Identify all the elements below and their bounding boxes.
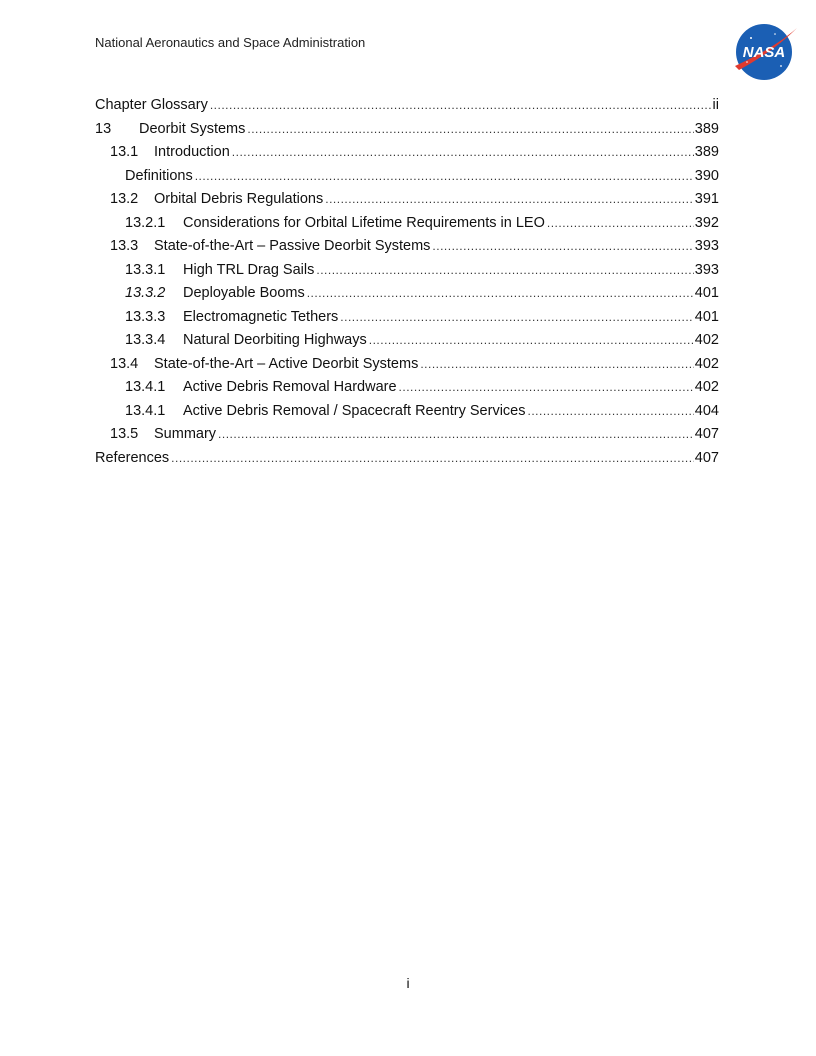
toc-entry[interactable]: [95, 95, 719, 119]
toc-entry-number: 13.5: [110, 426, 139, 442]
toc-entry-page: 393: [694, 261, 719, 278]
toc-entry-title: Electromagnetic Tethers: [183, 308, 339, 325]
toc-entry[interactable]: [95, 307, 719, 331]
toc-entry-page: 391: [694, 191, 719, 207]
toc-dot-leader: [218, 424, 694, 444]
toc-entry-title: Deorbit Systems: [139, 120, 246, 137]
toc-dot-leader: [195, 166, 694, 186]
toc-entry[interactable]: [95, 142, 719, 166]
toc-entry-page: 402: [694, 379, 719, 395]
toc-entry-number: 13: [95, 120, 112, 137]
toc-entry-number: 13.3.3: [125, 308, 166, 325]
toc-entry[interactable]: [95, 189, 719, 213]
toc-entry-title: References: [95, 449, 170, 466]
toc-entry-page: 402: [694, 332, 719, 348]
toc-dot-leader: [210, 95, 712, 115]
toc-entry-number: 13.3: [110, 238, 139, 254]
toc-entry-title: Deployable Booms: [183, 285, 305, 301]
toc-dot-leader: [528, 401, 694, 421]
toc-entry-number: 13.2: [110, 191, 139, 207]
toc-entry-page: 389: [694, 144, 719, 160]
toc-dot-leader: [547, 213, 694, 233]
toc-entry-title: High TRL Drag Sails: [183, 261, 315, 278]
toc-entry-title: State-of-the-Art – Active Deorbit Systems: [154, 355, 419, 372]
toc-entry[interactable]: [95, 401, 719, 425]
footer-page-number: i: [406, 975, 410, 991]
toc-dot-leader: [247, 119, 693, 139]
toc-entry-number: 13.4.1: [125, 379, 166, 395]
toc-entry-title: Chapter Glossary: [95, 97, 208, 113]
toc-dot-leader: [399, 377, 694, 397]
toc-entry-page: 407: [694, 426, 719, 442]
toc-entry[interactable]: [95, 260, 719, 284]
toc-entry-title: State-of-the-Art – Passive Deorbit Systems: [154, 238, 431, 254]
toc-entry[interactable]: [95, 236, 719, 260]
toc-entry-number: 13.4: [110, 355, 139, 372]
toc-entry-number: 13.3.4: [125, 332, 166, 348]
toc-entry[interactable]: [95, 213, 719, 237]
toc-entry-title: Introduction: [154, 144, 230, 160]
toc-entry-page: 401: [694, 308, 719, 325]
toc-entry[interactable]: [95, 377, 719, 401]
toc-dot-leader: [232, 142, 694, 162]
toc-entry-page: 390: [694, 167, 719, 184]
toc-dot-leader: [307, 283, 694, 303]
toc-entry-title: Summary: [154, 426, 217, 442]
toc-entry-number: 13.3.1: [125, 261, 166, 278]
toc-dot-leader: [171, 448, 694, 468]
toc-entry-title: Natural Deorbiting Highways: [183, 332, 367, 348]
toc-entry-page: 392: [694, 214, 719, 231]
toc-entry[interactable]: [95, 330, 719, 354]
toc-entry-title: Definitions: [125, 167, 193, 184]
toc-dot-leader: [340, 307, 694, 327]
toc-entry-page: 402: [694, 355, 719, 372]
toc-entry-page: 404: [694, 402, 719, 419]
toc-dot-leader: [420, 354, 693, 374]
toc-dot-leader: [369, 330, 694, 350]
toc-entry-page: 401: [694, 285, 719, 301]
toc-entry-page: ii: [712, 97, 719, 113]
header-organization: National Aeronautics and Space Administration: [95, 35, 366, 50]
toc-entry-number: 13.3.2: [125, 285, 166, 301]
toc-entry-page: 407: [694, 449, 719, 466]
toc-entry-title: Active Debris Removal / Spacecraft Reentry Services: [183, 402, 526, 419]
toc-entry[interactable]: [95, 166, 719, 190]
toc-entry[interactable]: [95, 424, 719, 448]
toc-entry[interactable]: [95, 448, 719, 472]
table-of-contents: [95, 95, 719, 471]
toc-entry-page: 393: [694, 238, 719, 254]
toc-entry-number: 13.1: [110, 144, 139, 160]
nasa-logo: [731, 22, 801, 82]
toc-entry-number: 13.4.1: [125, 402, 166, 419]
toc-entry-title: Orbital Debris Regulations: [154, 191, 324, 207]
toc-entry[interactable]: [95, 354, 719, 378]
nasa-logo-text: NASA: [742, 44, 786, 61]
toc-dot-leader: [316, 260, 693, 280]
toc-dot-leader: [432, 236, 693, 256]
toc-entry-title: Considerations for Orbital Lifetime Requirements in LEO: [183, 214, 545, 231]
toc-entry-title: Active Debris Removal Hardware: [183, 379, 397, 395]
toc-entry[interactable]: [95, 119, 719, 143]
toc-entry-page: 389: [694, 120, 719, 137]
toc-entry-number: 13.2.1: [125, 214, 166, 231]
toc-dot-leader: [325, 189, 694, 209]
toc-entry[interactable]: [95, 283, 719, 307]
